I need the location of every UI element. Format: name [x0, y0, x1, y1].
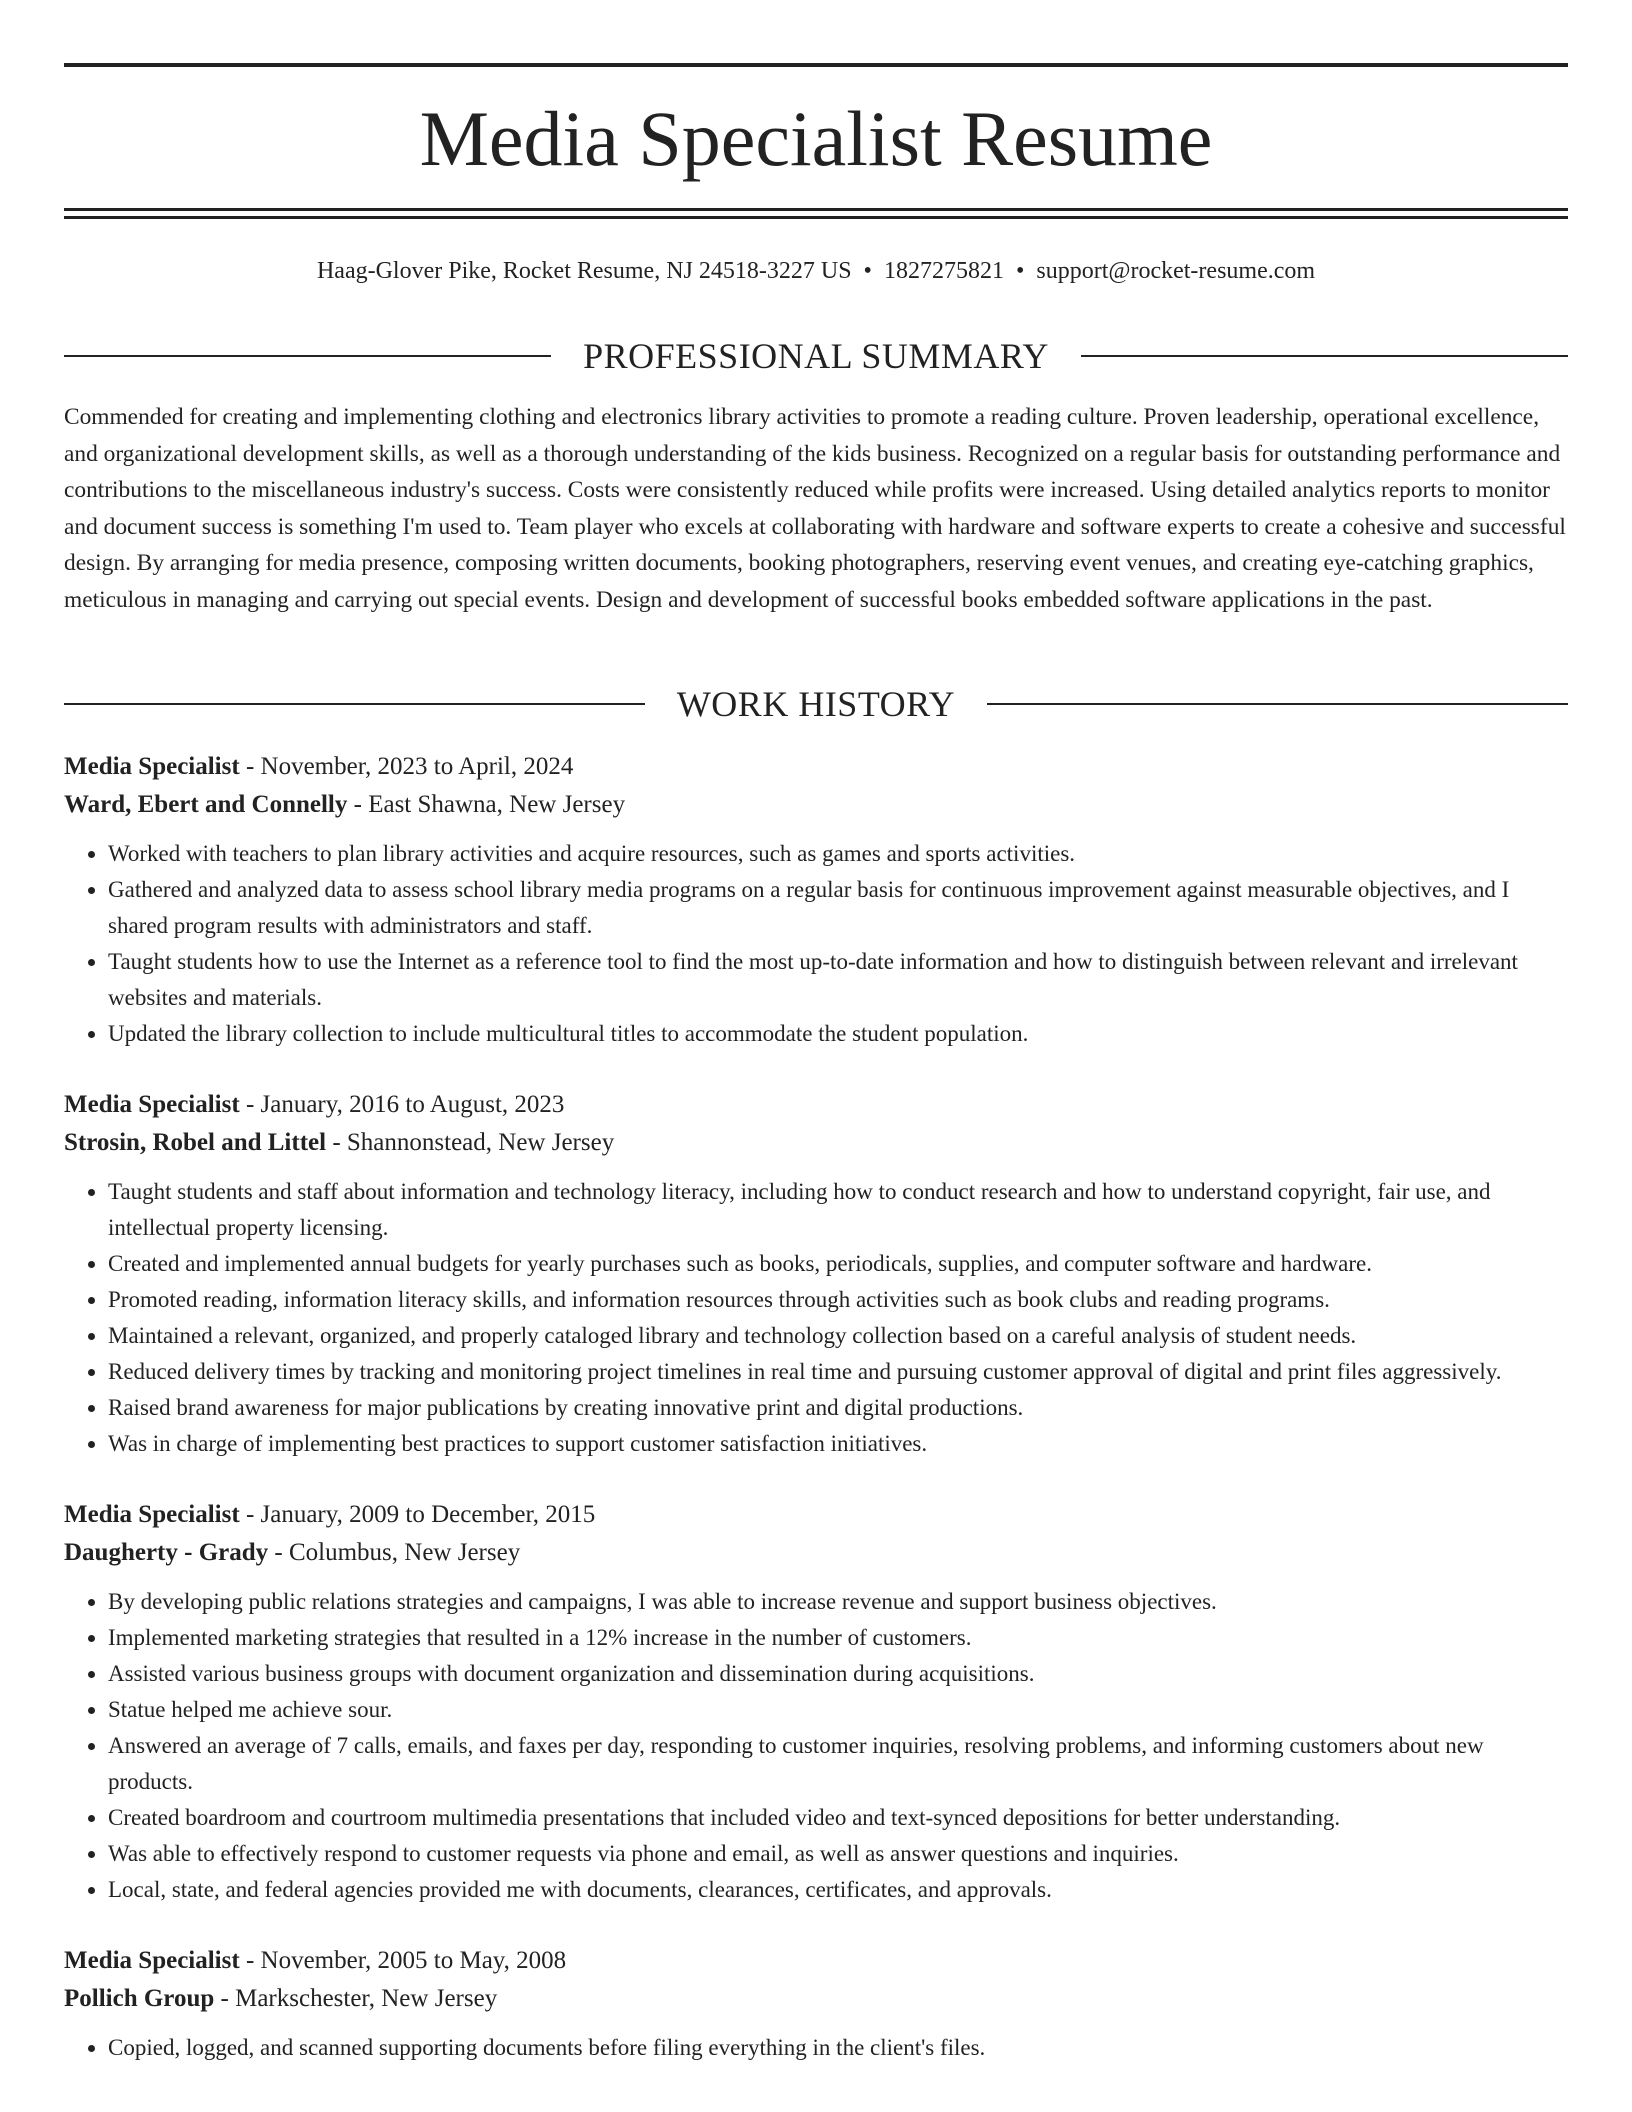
- job-bullet: • Was in charge of implementing best practices to support customer satisfaction initiatives.: [108, 1426, 1568, 1462]
- job-title-line: [64, 1086, 1568, 1124]
- job-title-line: [64, 1942, 1568, 1980]
- job-bullet: • Copied, logged, and scanned supporting documents before filing everything in the client's files.: [108, 2030, 1568, 2066]
- summary-section-header: [64, 334, 1568, 378]
- job-location: - Markschester, New Jersey: [214, 1985, 498, 2012]
- contact-separator: •: [863, 258, 872, 284]
- job-location: - Columbus, New Jersey: [268, 1539, 521, 1566]
- job-company: Ward, Ebert and Connelly: [64, 791, 348, 818]
- work-heading: WORK HISTORY: [676, 684, 956, 724]
- resume-title: Media Specialist Resume: [419, 95, 1213, 182]
- job-title: Media Specialist: [64, 1947, 240, 1974]
- job-dates: - January, 2009 to December, 2015: [239, 1501, 596, 1528]
- job-company: Daugherty - Grady: [64, 1539, 269, 1566]
- job-title: Media Specialist: [64, 1091, 240, 1118]
- work-section-header: [64, 682, 1568, 726]
- job-bullet: • Updated the library collection to include multicultural titles to accommodate the student population.: [108, 1016, 1568, 1052]
- contact-address: Haag-Glover Pike, Rocket Resume, NJ 24518-3227 US: [316, 258, 852, 284]
- job-company-line: [64, 1534, 1568, 1572]
- summary-heading: PROFESSIONAL SUMMARY: [583, 336, 1049, 376]
- job-location: - East Shawna, New Jersey: [347, 791, 626, 818]
- job-bullet: • Raised brand awareness for major publications by creating innovative print and digital productions.: [108, 1390, 1568, 1426]
- job-company-line: [64, 1980, 1568, 2018]
- job-title: Media Specialist: [64, 1501, 240, 1528]
- job-bullets: [64, 836, 1568, 1052]
- job-bullet: • Was able to effectively respond to customer requests via phone and email, as well as answer questions and inquiries.: [108, 1836, 1568, 1872]
- job-entry: [64, 1942, 1568, 2066]
- job-company: Strosin, Robel and Littel: [64, 1129, 327, 1156]
- job-bullets: [64, 1174, 1568, 1462]
- job-bullet: • Local, state, and federal agencies provided me with documents, clearances, certificates, and approvals.: [108, 1872, 1568, 1908]
- job-title-line: [64, 1496, 1568, 1534]
- job-bullets: [64, 1584, 1568, 1908]
- job-bullet: • Reduced delivery times by tracking and monitoring project timelines in real time and pursuing customer approval of digital and print files aggressively.: [108, 1354, 1568, 1390]
- job-location: - Shannonstead, New Jersey: [326, 1129, 615, 1156]
- job-bullet: • Answered an average of 7 calls, emails, and faxes per day, responding to customer inquiries, resolving problems, and informing customers about new products.: [108, 1728, 1568, 1800]
- job-bullet: • Gathered and analyzed data to assess school library media programs on a regular basis for continuous improvement against measurable objectives, and I shared program results with administrators and staff.: [108, 872, 1568, 944]
- work-history-list: [64, 748, 1568, 2100]
- job-bullet: • Statue helped me achieve sour.: [108, 1692, 1568, 1728]
- job-bullet: • By developing public relations strategies and campaigns, I was able to increase revenue and support business objectives.: [108, 1584, 1568, 1620]
- job-bullet: • Taught students how to use the Internet as a reference tool to find the most up-to-date information and how to distinguish between relevant and irrelevant websites and materials.: [108, 944, 1568, 1016]
- contact-phone: 1827275821: [883, 258, 1004, 284]
- job-company-line: [64, 786, 1568, 824]
- job-entry: [64, 1086, 1568, 1462]
- top-rule: [64, 63, 1568, 67]
- job-title: Media Specialist: [64, 753, 240, 780]
- job-company-line: [64, 1124, 1568, 1162]
- job-bullet: • Created boardroom and courtroom multimedia presentations that included video and text-synced depositions for better understanding.: [108, 1800, 1568, 1836]
- section-rule-left: [64, 703, 645, 705]
- title-rule-lower: [64, 216, 1568, 219]
- contact-email: support@rocket-resume.com: [1036, 258, 1316, 284]
- job-bullet: • Implemented marketing strategies that resulted in a 12% increase in the number of customers.: [108, 1620, 1568, 1656]
- job-bullet: • Worked with teachers to plan library activities and acquire resources, such as games and sports activities.: [108, 836, 1568, 872]
- job-dates: - November, 2023 to April, 2024: [239, 753, 574, 780]
- job-bullet: • Maintained a relevant, organized, and properly cataloged library and technology collection based on a careful analysis of student needs.: [108, 1318, 1568, 1354]
- section-rule-right: [987, 703, 1568, 705]
- job-dates: - January, 2016 to August, 2023: [239, 1091, 565, 1118]
- job-bullet: • Assisted various business groups with document organization and dissemination during acquisitions.: [108, 1656, 1568, 1692]
- job-bullet: • Taught students and staff about information and technology literacy, including how to conduct research and how to understand copyright, fair use, and intellectual property licensing.: [108, 1174, 1568, 1246]
- summary-text: Commended for creating and implementing clothing and electronics library activities to promote a reading culture. Proven leadership, operational excellence, and organizational development skills, as well as a thorough understanding of the kids business. Recognized on a regular basis for outstanding performance and contributions to the miscellaneous industry's success. Costs were consistently reduced while profits were increased. Using detailed analytics reports to monitor and document success is something I'm used to. Team player who excels at collaborating with hardware and software experts to create a cohesive and successful design. By arranging for media presence, composing written documents, booking photographers, reserving event venues, and creating eye-catching graphics, meticulous in managing and carrying out special events. Design and development of successful books embedded software applications in the past.: [64, 404, 1566, 613]
- job-title-line: [64, 748, 1568, 786]
- job-company: Pollich Group: [64, 1985, 215, 2012]
- job-bullets: [64, 2030, 1568, 2066]
- contact-separator: •: [1015, 258, 1025, 284]
- contact-line: [64, 255, 1568, 287]
- job-dates: - November, 2005 to May, 2008: [239, 1947, 567, 1974]
- job-bullet: • Promoted reading, information literacy skills, and information resources through activities such as book clubs and reading programs.: [108, 1282, 1568, 1318]
- title-rule-upper: [64, 208, 1568, 211]
- job-entry: [64, 748, 1568, 1052]
- section-rule-right: [1081, 355, 1568, 357]
- job-entry: [64, 1496, 1568, 1908]
- section-rule-left: [64, 355, 551, 357]
- job-bullet: • Created and implemented annual budgets for yearly purchases such as books, periodicals, supplies, and computer software and hardware.: [108, 1246, 1568, 1282]
